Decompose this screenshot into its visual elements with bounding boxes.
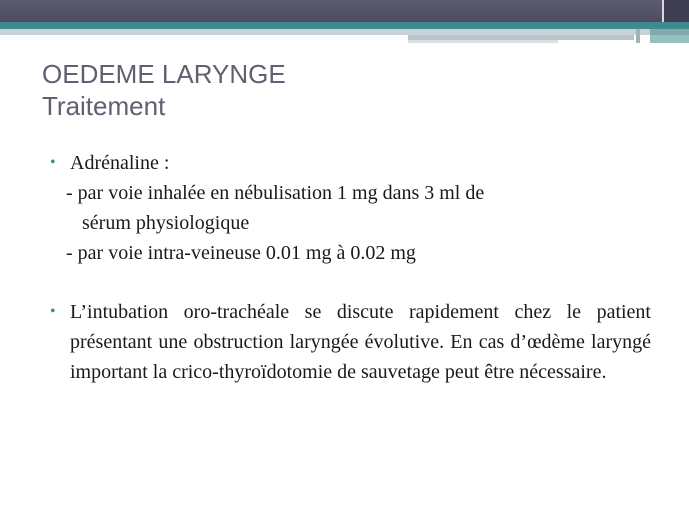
adrenaline-inhaled-line: - par voie inhalée en nébulisation 1 mg dans 3 ml de <box>66 182 485 204</box>
header-band-teal <box>0 22 689 29</box>
header-band-tick <box>636 29 640 43</box>
bullet-adrenaline-label: Adrénaline : <box>70 152 170 174</box>
slide-subtitle: Traitement <box>42 91 166 121</box>
header-band-tick <box>408 40 558 43</box>
header-band-tick <box>650 29 689 43</box>
slide-body <box>46 148 651 387</box>
slide-title: OEDEME LARYNGE <box>42 59 286 89</box>
slide-title-block <box>42 58 286 122</box>
bullet-intubation-text: L’intubation oro-trachéale se discute rapidement chez le patient présentant une obstruction laryngée évolutive. En cas d’œdème laryngé important la crico-thyroïdotomie de sauvetage peut être nécessaire. <box>70 301 651 383</box>
bullet-intubation <box>46 297 651 387</box>
adrenaline-inhaled-line-cont: sérum physiologique <box>82 212 250 234</box>
bullet-marker: • <box>50 154 56 171</box>
bullet-adrenaline <box>46 148 651 178</box>
bullet-marker: • <box>50 303 56 320</box>
header-band-dark <box>0 0 689 22</box>
header-band-dark-right <box>662 0 689 22</box>
adrenaline-iv-line: - par voie intra-veineuse 0.01 mg à 0.02 mg <box>66 242 416 264</box>
